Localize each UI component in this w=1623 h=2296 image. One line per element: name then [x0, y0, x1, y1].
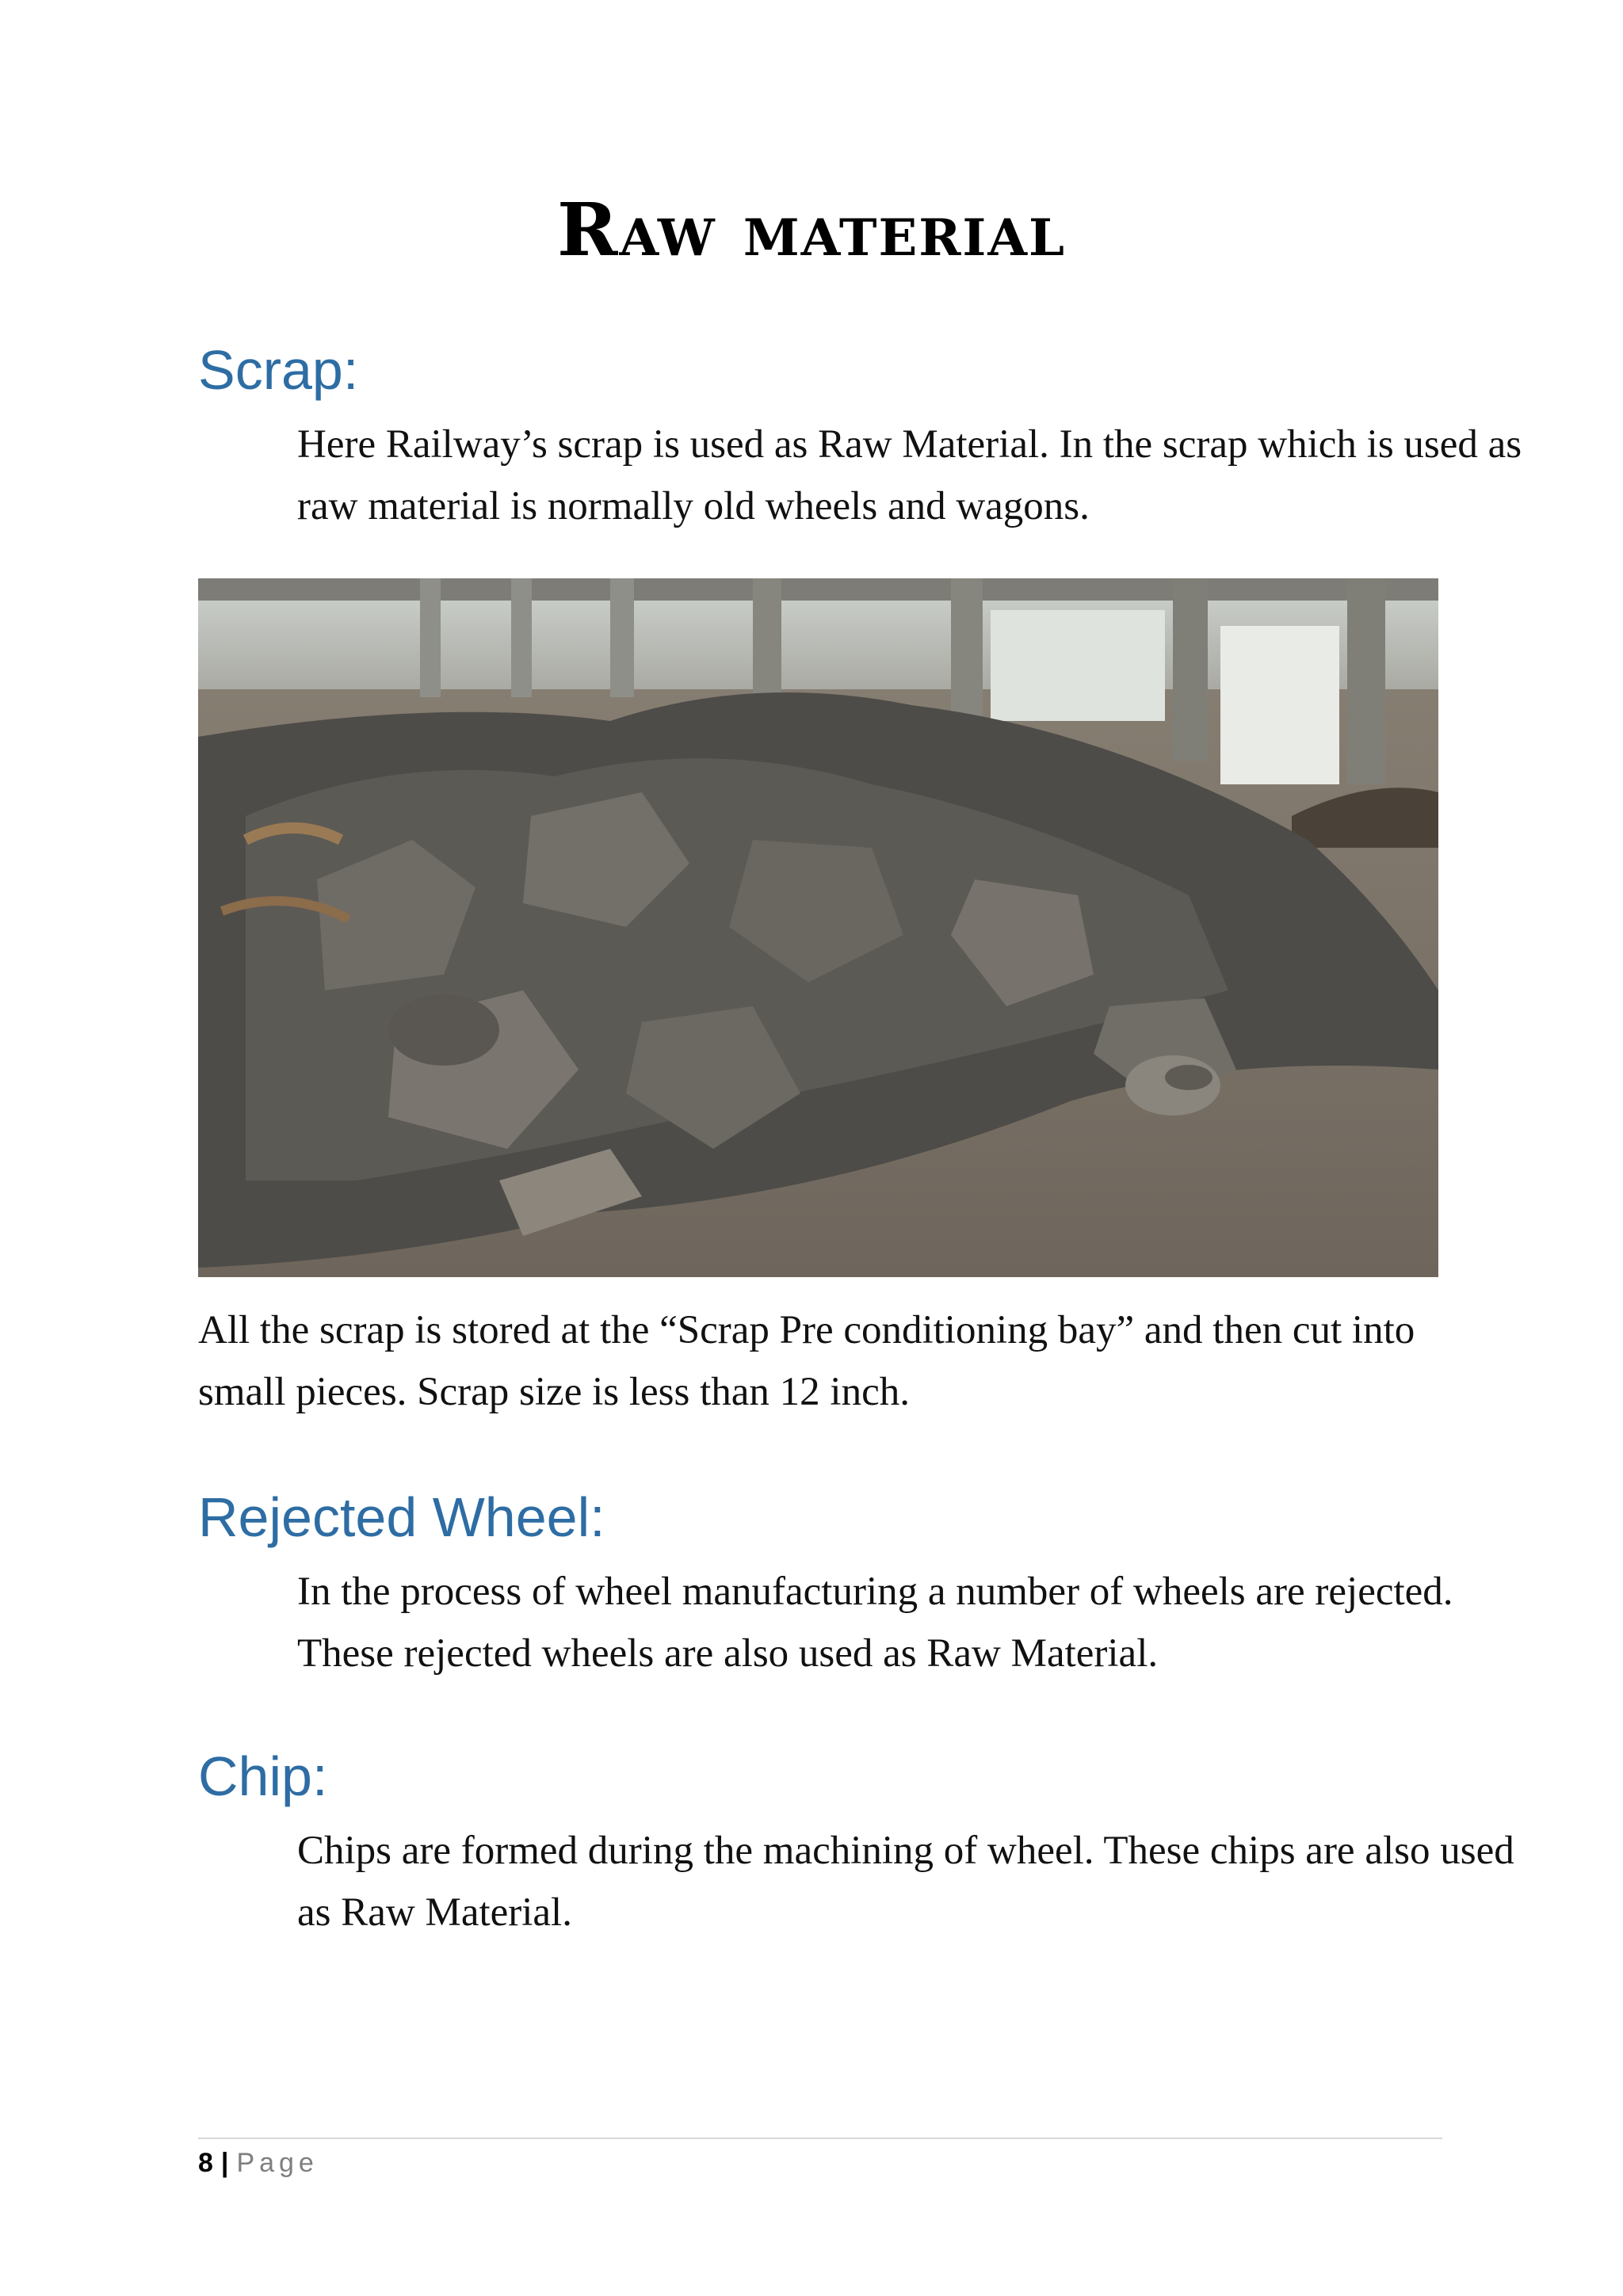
scrap-paragraph-2: All the scrap is stored at the “Scrap Pre conditioning bay” and then cut into small pieces. Scrap size is less than 12 inch.: [198, 1308, 1415, 1414]
page-number: 8: [198, 2148, 213, 2178]
scrap-pile-photo: [198, 578, 1438, 1277]
scrap-paragraph-1: Here Railway’s scrap is used as Raw Material. In the scrap which is used as raw material is normally old wheels and wagons.: [297, 422, 1522, 528]
section-heading-scrap: Scrap:: [198, 339, 359, 401]
page-label: Page: [236, 2148, 319, 2178]
section-heading-rejected-wheel: Rejected Wheel:: [198, 1486, 605, 1548]
footer-separator: |: [220, 2148, 229, 2178]
section-heading-chip: Chip:: [198, 1745, 328, 1807]
rejected-wheel-paragraph: In the process of wheel manufacturing a number of wheels are rejected. These rejected wheels are also used as Raw Material.: [297, 1569, 1453, 1676]
page-title: Raw material: [556, 187, 1067, 273]
footer-divider: [198, 2138, 1442, 2139]
page-footer: [198, 2145, 319, 2180]
chip-paragraph: Chips are formed during the machining of wheel. These chips are also used as Raw Material.: [297, 1829, 1514, 1935]
